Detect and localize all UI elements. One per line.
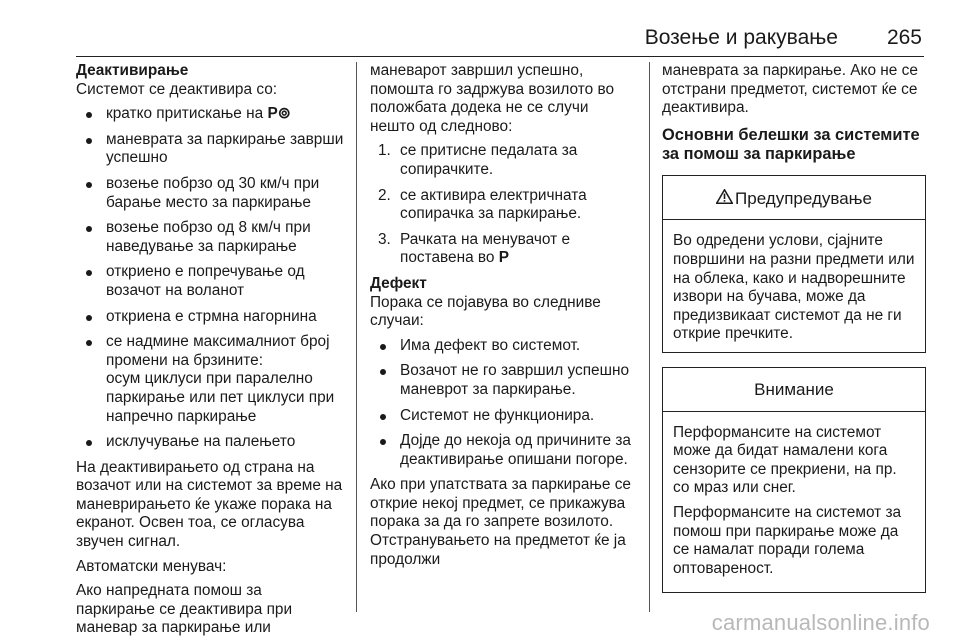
warning-title: Предупредување bbox=[735, 188, 872, 208]
list-item bbox=[76, 105, 344, 124]
numbered-item bbox=[370, 142, 636, 179]
list-item: исклучување на палењето bbox=[76, 433, 344, 452]
list-item-subtext: осум циклуси при паралелно паркирање или пет циклуси при напречно паркирање bbox=[106, 370, 335, 425]
numbered-list bbox=[370, 142, 636, 268]
page-number: 265 bbox=[886, 26, 922, 49]
list-item: Возачот не го завршил успешно маневрот за паркирање. bbox=[370, 362, 636, 399]
fault-list bbox=[370, 337, 636, 470]
list-item: Системот не функционира. bbox=[370, 407, 636, 426]
paragraph: Ако при упатствата за паркирање се открие некој предмет, се прикажува порака за да го запрете возилото. Отстранувањето на предметот ќе ја продолжи bbox=[370, 476, 631, 568]
warning-triangle-icon bbox=[716, 189, 733, 209]
header-title: Возење и ракување bbox=[644, 26, 838, 49]
warning-box bbox=[662, 175, 926, 353]
paragraph: Ако напредната помош за паркирање се деактивира при маневар за паркирање или bbox=[76, 582, 293, 637]
list-item bbox=[76, 333, 344, 426]
item-text: се притисне педалата за сопирачките. bbox=[400, 142, 578, 178]
deactivation-intro: Системот се деактивира со: bbox=[76, 80, 278, 98]
list-item: Има дефект во системот. bbox=[370, 337, 636, 356]
item-number: 2. bbox=[378, 186, 391, 204]
caution-body bbox=[663, 412, 925, 593]
park-assist-icon: P⊚ bbox=[267, 105, 291, 123]
section-title-basic-notes: Основни белешки за системите за помош за паркирање bbox=[662, 125, 920, 164]
section-heading-deactivation: Деактивирање bbox=[76, 62, 189, 79]
list-item-text: се надмине максималниот број промени на брзините: bbox=[106, 333, 330, 369]
list-item: возење побрзо од 8 км/ч при наведување за паркирање bbox=[76, 219, 344, 256]
column-2 bbox=[370, 62, 636, 575]
item-number: 1. bbox=[378, 142, 391, 160]
paragraph: Автоматски менувач: bbox=[76, 557, 227, 575]
list-item: откриена е стрмна нагорнина bbox=[76, 308, 344, 327]
column-3 bbox=[662, 62, 926, 607]
column-divider-2 bbox=[649, 62, 650, 612]
caution-text: Перформансите на системот може да бидат намалени кога сензорите се прекриени, на пр. со мраз или снег. bbox=[673, 423, 897, 497]
gear-p-symbol: P bbox=[498, 249, 510, 267]
item-text: Рачката на менувачот е поставена во bbox=[400, 230, 571, 267]
numbered-item bbox=[370, 187, 636, 224]
caution-title: Внимание bbox=[663, 368, 925, 412]
watermark: carmanualsonline.info bbox=[711, 610, 930, 635]
warning-text: Во одредени услови, сјајните површини на разни предмети или на облека, како и надворешните извори на бучава, може да предизвикаат системот да не ги открие пречките. bbox=[673, 232, 915, 343]
fault-intro: Порака се појавува во следниве случаи: bbox=[370, 293, 601, 330]
list-item: маневрата за паркирање заврши успешно bbox=[76, 131, 344, 168]
list-item: Дојде до некоја од причините за деактивирање опишани погоре. bbox=[370, 432, 636, 469]
paragraph: На деактивирањето од страна на возачот или на системот за време на маневрирањето ќе укаже порака на екранот. Освен тоа, се огласува звучен сигнал. bbox=[76, 458, 343, 551]
list-item: возење побрзо од 30 км/ч при барање место за паркирање bbox=[76, 175, 344, 212]
paragraph: маневрата за паркирање. Ако не се отстрани предметот, системот ќе се деактивира. bbox=[662, 62, 918, 117]
list-item-text: кратко притискање на bbox=[106, 105, 264, 123]
numbered-item bbox=[370, 231, 636, 268]
list-item: откриено е попречување од возачот на воланот bbox=[76, 263, 344, 300]
item-number: 3. bbox=[378, 230, 391, 248]
header-divider bbox=[76, 56, 924, 57]
column-divider-1 bbox=[356, 62, 357, 612]
warning-header bbox=[663, 176, 925, 221]
section-heading-fault: Дефект bbox=[370, 274, 427, 292]
column-1 bbox=[76, 62, 344, 644]
paragraph: маневарот завршил успешно, помошта го задржува возилото во положбата додека не се случи нешто од следново: bbox=[370, 62, 615, 135]
caution-box bbox=[662, 367, 926, 593]
deactivation-list bbox=[76, 105, 344, 452]
caution-text: Перформансите на системот за помош при паркирање може да се намалат поради голема оптовареност. bbox=[673, 503, 902, 577]
item-text: се активира електричната сопирачка за паркирање. bbox=[400, 186, 587, 223]
